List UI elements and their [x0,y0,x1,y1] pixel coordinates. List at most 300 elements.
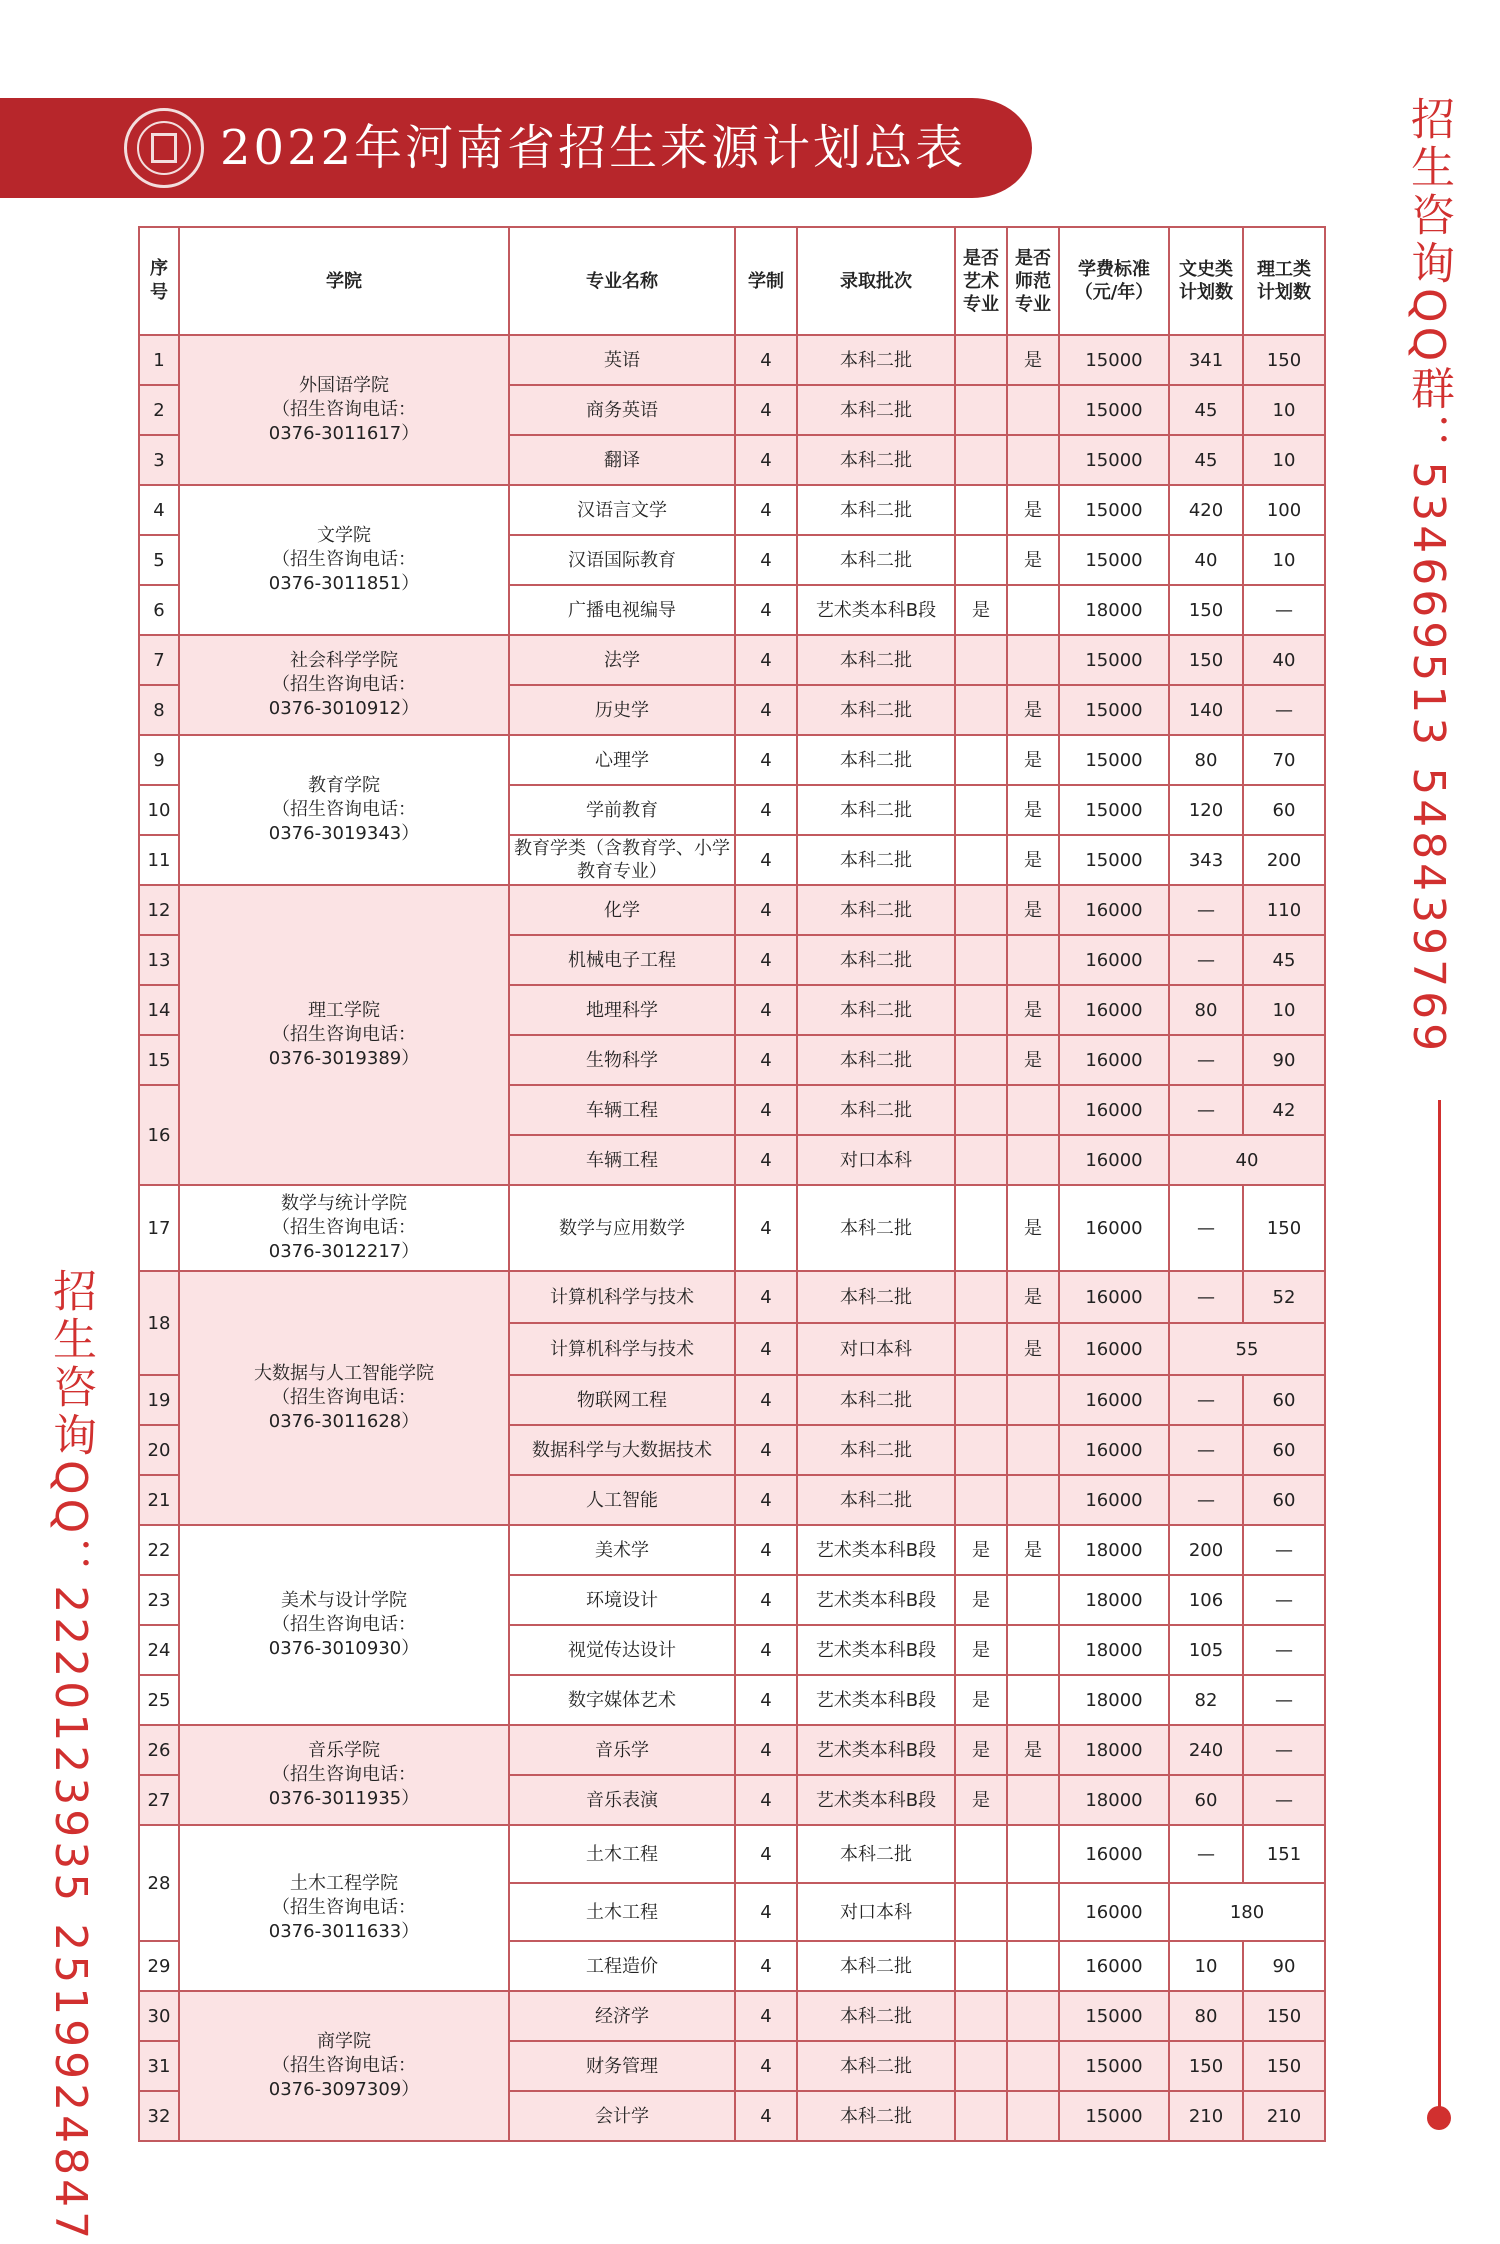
fee-cell: 15000 [1059,635,1169,685]
fee-cell: 18000 [1059,1575,1169,1625]
fee-cell: 16000 [1059,1825,1169,1883]
college-cell: 数学与统计学院 （招生咨询电话： 0376-3012217） [179,1185,509,1271]
fee-cell: 15000 [1059,785,1169,835]
row-number-cell: 3 [139,435,179,485]
years-cell: 4 [735,1085,797,1135]
normal-flag-cell: 是 [1007,535,1059,585]
table-row [139,335,1325,385]
liberal-arts-plan-cell: — [1169,1475,1243,1525]
years-cell: 4 [735,735,797,785]
major-name-cell: 计算机科学与技术 [509,1323,735,1375]
batch-cell: 本科二批 [797,785,955,835]
batch-cell: 艺术类本科B段 [797,1625,955,1675]
major-name-cell: 汉语言文学 [509,485,735,535]
years-cell: 4 [735,935,797,985]
years-cell: 4 [735,1271,797,1323]
row-number-cell: 14 [139,985,179,1035]
liberal-arts-plan-cell: 140 [1169,685,1243,735]
art-flag-cell [955,935,1007,985]
normal-flag-cell [1007,1775,1059,1825]
major-name-cell: 土木工程 [509,1825,735,1883]
major-name-cell: 学前教育 [509,785,735,835]
major-name-cell: 财务管理 [509,2041,735,2091]
art-flag-cell [955,1941,1007,1991]
fee-cell: 16000 [1059,1375,1169,1425]
normal-flag-cell [1007,1625,1059,1675]
batch-cell: 本科二批 [797,2041,955,2091]
science-plan-cell: — [1243,1725,1325,1775]
batch-cell: 本科二批 [797,635,955,685]
science-plan-cell: 60 [1243,1425,1325,1475]
row-number-cell: 1 [139,335,179,385]
art-flag-cell [955,1991,1007,2041]
normal-flag-cell: 是 [1007,335,1059,385]
batch-cell: 本科二批 [797,1941,955,1991]
normal-flag-cell [1007,1941,1059,1991]
major-name-cell: 音乐学 [509,1725,735,1775]
art-flag-cell: 是 [955,1725,1007,1775]
major-name-cell: 环境设计 [509,1575,735,1625]
row-number-cell: 19 [139,1375,179,1425]
fee-cell: 15000 [1059,485,1169,535]
college-cell: 文学院 （招生咨询电话： 0376-3011851） [179,485,509,635]
science-plan-cell: 90 [1243,1941,1325,1991]
normal-flag-cell [1007,1085,1059,1135]
batch-cell: 艺术类本科B段 [797,1725,955,1775]
page-title: 2022年河南省招生来源计划总表 [220,120,967,176]
row-number-cell: 22 [139,1525,179,1575]
science-plan-cell: — [1243,1675,1325,1725]
batch-cell: 本科二批 [797,1475,955,1525]
row-number-cell: 21 [139,1475,179,1525]
normal-flag-cell [1007,935,1059,985]
science-plan-cell: — [1243,585,1325,635]
normal-flag-cell: 是 [1007,885,1059,935]
fee-cell: 15000 [1059,685,1169,735]
normal-flag-cell: 是 [1007,785,1059,835]
combined-plan-cell: 40 [1169,1135,1325,1185]
normal-flag-cell: 是 [1007,985,1059,1035]
fee-cell: 18000 [1059,585,1169,635]
liberal-arts-plan-cell: 150 [1169,2041,1243,2091]
row-number-cell: 4 [139,485,179,535]
college-cell: 商学院 （招生咨询电话： 0376-3097309） [179,1991,509,2141]
combined-plan-cell: 180 [1169,1883,1325,1941]
art-flag-cell [955,635,1007,685]
row-number-cell: 23 [139,1575,179,1625]
major-name-cell: 数据科学与大数据技术 [509,1425,735,1475]
art-flag-cell [955,1425,1007,1475]
liberal-arts-plan-cell: — [1169,885,1243,935]
fee-cell: 15000 [1059,335,1169,385]
fee-cell: 15000 [1059,535,1169,585]
art-flag-cell [955,485,1007,535]
liberal-arts-plan-cell: 150 [1169,585,1243,635]
major-name-cell: 教育学类（含教育学、小学教育专业） [509,835,735,885]
major-name-cell: 法学 [509,635,735,685]
fee-cell: 15000 [1059,835,1169,885]
years-cell: 4 [735,1941,797,1991]
batch-cell: 本科二批 [797,1991,955,2041]
row-number-cell: 12 [139,885,179,935]
years-cell: 4 [735,1675,797,1725]
normal-flag-cell [1007,435,1059,485]
batch-cell: 本科二批 [797,1185,955,1271]
header-college: 学院 [179,227,509,335]
liberal-arts-plan-cell: 10 [1169,1941,1243,1991]
years-cell: 4 [735,835,797,885]
liberal-arts-plan-cell: — [1169,1085,1243,1135]
liberal-arts-plan-cell: 80 [1169,1991,1243,2041]
major-name-cell: 土木工程 [509,1883,735,1941]
liberal-arts-plan-cell: — [1169,1375,1243,1425]
row-number-cell: 7 [139,635,179,685]
batch-cell: 本科二批 [797,1085,955,1135]
table-row [139,735,1325,785]
science-plan-cell: — [1243,1775,1325,1825]
years-cell: 4 [735,1775,797,1825]
years-cell: 4 [735,1425,797,1475]
years-cell: 4 [735,585,797,635]
years-cell: 4 [735,1035,797,1085]
normal-flag-cell [1007,1425,1059,1475]
years-cell: 4 [735,785,797,835]
header-lib: 文史类计划数 [1169,227,1243,335]
batch-cell: 艺术类本科B段 [797,585,955,635]
liberal-arts-plan-cell: 45 [1169,435,1243,485]
art-flag-cell [955,435,1007,485]
art-flag-cell [955,1035,1007,1085]
normal-flag-cell: 是 [1007,1185,1059,1271]
art-flag-cell [955,335,1007,385]
art-flag-cell: 是 [955,1625,1007,1675]
header-no: 序号 [139,227,179,335]
row-number-cell: 5 [139,535,179,585]
art-flag-cell [955,535,1007,585]
batch-cell: 对口本科 [797,1883,955,1941]
science-plan-cell: — [1243,1575,1325,1625]
liberal-arts-plan-cell: — [1169,1425,1243,1475]
science-plan-cell: — [1243,1525,1325,1575]
science-plan-cell: 210 [1243,2091,1325,2141]
liberal-arts-plan-cell: 45 [1169,385,1243,435]
normal-flag-cell: 是 [1007,685,1059,735]
years-cell: 4 [735,985,797,1035]
major-name-cell: 生物科学 [509,1035,735,1085]
art-flag-cell: 是 [955,585,1007,635]
major-name-cell: 经济学 [509,1991,735,2041]
batch-cell: 艺术类本科B段 [797,1575,955,1625]
header-normal: 是否师范专业 [1007,227,1059,335]
years-cell: 4 [735,1883,797,1941]
row-number-cell: 20 [139,1425,179,1475]
row-number-cell: 29 [139,1941,179,1991]
liberal-arts-plan-cell: 200 [1169,1525,1243,1575]
table-row [139,885,1325,935]
table-row [139,1271,1325,1323]
normal-flag-cell [1007,2091,1059,2141]
normal-flag-cell: 是 [1007,1725,1059,1775]
college-cell: 大数据与人工智能学院 （招生咨询电话： 0376-3011628） [179,1271,509,1525]
normal-flag-cell: 是 [1007,835,1059,885]
years-cell: 4 [735,535,797,585]
batch-cell: 本科二批 [797,1035,955,1085]
normal-flag-cell: 是 [1007,1035,1059,1085]
art-flag-cell [955,385,1007,435]
row-number-cell: 30 [139,1991,179,2041]
years-cell: 4 [735,2091,797,2141]
batch-cell: 本科二批 [797,1825,955,1883]
fee-cell: 15000 [1059,435,1169,485]
batch-cell: 本科二批 [797,2091,955,2141]
major-name-cell: 广播电视编导 [509,585,735,635]
batch-cell: 本科二批 [797,485,955,535]
college-cell: 音乐学院 （招生咨询电话： 0376-3011935） [179,1725,509,1825]
art-flag-cell [955,1271,1007,1323]
normal-flag-cell [1007,1675,1059,1725]
college-cell: 外国语学院 （招生咨询电话： 0376-3011617） [179,335,509,485]
years-cell: 4 [735,635,797,685]
batch-cell: 本科二批 [797,385,955,435]
normal-flag-cell: 是 [1007,735,1059,785]
major-name-cell: 计算机科学与技术 [509,1271,735,1323]
row-number-cell: 10 [139,785,179,835]
major-name-cell: 机械电子工程 [509,935,735,985]
table-body [139,335,1325,2141]
college-cell: 社会科学学院 （招生咨询电话： 0376-3010912） [179,635,509,735]
liberal-arts-plan-cell: 105 [1169,1625,1243,1675]
batch-cell: 本科二批 [797,535,955,585]
normal-flag-cell: 是 [1007,1525,1059,1575]
science-plan-cell: 150 [1243,1991,1325,2041]
table-row [139,1725,1325,1775]
fee-cell: 16000 [1059,1085,1169,1135]
header-batch: 录取批次 [797,227,955,335]
liberal-arts-plan-cell: — [1169,1185,1243,1271]
college-cell: 理工学院 （招生咨询电话： 0376-3019389） [179,885,509,1185]
science-plan-cell: — [1243,1625,1325,1675]
major-name-cell: 美术学 [509,1525,735,1575]
row-number-cell: 15 [139,1035,179,1085]
art-flag-cell [955,1185,1007,1271]
science-plan-cell: 45 [1243,935,1325,985]
years-cell: 4 [735,1323,797,1375]
art-flag-cell [955,1135,1007,1185]
row-number-cell: 26 [139,1725,179,1775]
fee-cell: 16000 [1059,1271,1169,1323]
left-qq-notice: 招生咨询QQ：2220123935 2519924847 [45,1268,96,2244]
liberal-arts-plan-cell: 80 [1169,735,1243,785]
batch-cell: 艺术类本科B段 [797,1675,955,1725]
normal-flag-cell [1007,2041,1059,2091]
years-cell: 4 [735,1625,797,1675]
science-plan-cell: 150 [1243,2041,1325,2091]
batch-cell: 本科二批 [797,935,955,985]
years-cell: 4 [735,385,797,435]
major-name-cell: 心理学 [509,735,735,785]
liberal-arts-plan-cell: — [1169,1825,1243,1883]
batch-cell: 对口本科 [797,1323,955,1375]
years-cell: 4 [735,1135,797,1185]
table-row [139,1991,1325,2041]
row-number-cell: 18 [139,1271,179,1375]
liberal-arts-plan-cell: 420 [1169,485,1243,535]
fee-cell: 16000 [1059,1035,1169,1085]
art-flag-cell [955,1825,1007,1883]
liberal-arts-plan-cell: 106 [1169,1575,1243,1625]
normal-flag-cell [1007,1375,1059,1425]
art-flag-cell [955,735,1007,785]
art-flag-cell [955,2091,1007,2141]
row-number-cell: 32 [139,2091,179,2141]
years-cell: 4 [735,1725,797,1775]
batch-cell: 艺术类本科B段 [797,1525,955,1575]
art-flag-cell [955,1375,1007,1425]
fee-cell: 16000 [1059,1185,1169,1271]
fee-cell: 15000 [1059,385,1169,435]
science-plan-cell: 100 [1243,485,1325,535]
header-sci: 理工类计划数 [1243,227,1325,335]
art-flag-cell: 是 [955,1525,1007,1575]
major-name-cell: 化学 [509,885,735,935]
liberal-arts-plan-cell: 343 [1169,835,1243,885]
batch-cell: 本科二批 [797,435,955,485]
major-name-cell: 人工智能 [509,1475,735,1525]
liberal-arts-plan-cell: 210 [1169,2091,1243,2141]
art-flag-cell [955,2041,1007,2091]
science-plan-cell: 150 [1243,335,1325,385]
university-seal-icon [124,108,204,188]
liberal-arts-plan-cell: 80 [1169,985,1243,1035]
row-number-cell: 24 [139,1625,179,1675]
batch-cell: 本科二批 [797,685,955,735]
fee-cell: 16000 [1059,885,1169,935]
row-number-cell: 25 [139,1675,179,1725]
normal-flag-cell: 是 [1007,1271,1059,1323]
fee-cell: 18000 [1059,1775,1169,1825]
batch-cell: 本科二批 [797,735,955,785]
normal-flag-cell [1007,585,1059,635]
header-art: 是否艺术专业 [955,227,1007,335]
fee-cell: 15000 [1059,1991,1169,2041]
art-flag-cell [955,835,1007,885]
batch-cell: 本科二批 [797,1271,955,1323]
header-row [139,227,1325,335]
years-cell: 4 [735,1475,797,1525]
row-number-cell: 8 [139,685,179,735]
major-name-cell: 音乐表演 [509,1775,735,1825]
major-name-cell: 车辆工程 [509,1085,735,1135]
science-plan-cell: 70 [1243,735,1325,785]
science-plan-cell: 150 [1243,1185,1325,1271]
years-cell: 4 [735,685,797,735]
fee-cell: 18000 [1059,1625,1169,1675]
major-name-cell: 数字媒体艺术 [509,1675,735,1725]
science-plan-cell: 10 [1243,435,1325,485]
liberal-arts-plan-cell: 82 [1169,1675,1243,1725]
major-name-cell: 视觉传达设计 [509,1625,735,1675]
fee-cell: 16000 [1059,1323,1169,1375]
science-plan-cell: 60 [1243,1475,1325,1525]
row-number-cell: 31 [139,2041,179,2091]
fee-cell: 15000 [1059,2041,1169,2091]
major-name-cell: 车辆工程 [509,1135,735,1185]
years-cell: 4 [735,1825,797,1883]
years-cell: 4 [735,1185,797,1271]
major-name-cell: 历史学 [509,685,735,735]
liberal-arts-plan-cell: 341 [1169,335,1243,385]
normal-flag-cell [1007,635,1059,685]
science-plan-cell: 151 [1243,1825,1325,1883]
fee-cell: 18000 [1059,1675,1169,1725]
major-name-cell: 商务英语 [509,385,735,435]
years-cell: 4 [735,885,797,935]
major-name-cell: 数学与应用数学 [509,1185,735,1271]
years-cell: 4 [735,1525,797,1575]
fee-cell: 16000 [1059,1425,1169,1475]
batch-cell: 本科二批 [797,835,955,885]
college-cell: 美术与设计学院 （招生咨询电话： 0376-3010930） [179,1525,509,1725]
right-sidebar-line [1438,1100,1441,2112]
row-number-cell: 16 [139,1085,179,1185]
row-number-cell: 17 [139,1185,179,1271]
batch-cell: 对口本科 [797,1135,955,1185]
normal-flag-cell [1007,1575,1059,1625]
right-sidebar-dot [1427,2106,1451,2130]
liberal-arts-plan-cell: 120 [1169,785,1243,835]
row-number-cell: 9 [139,735,179,785]
row-number-cell: 6 [139,585,179,635]
combined-plan-cell: 55 [1169,1323,1325,1375]
normal-flag-cell: 是 [1007,485,1059,535]
table-row [139,485,1325,535]
batch-cell: 艺术类本科B段 [797,1775,955,1825]
normal-flag-cell: 是 [1007,1323,1059,1375]
row-number-cell: 28 [139,1825,179,1941]
right-qq-group-notice: 招生咨询QQ群：534669513 548439769 [1403,96,1454,1056]
header-fee: 学费标准（元/年） [1059,227,1169,335]
fee-cell: 16000 [1059,985,1169,1035]
science-plan-cell: 60 [1243,785,1325,835]
years-cell: 4 [735,1375,797,1425]
fee-cell: 18000 [1059,1525,1169,1575]
major-name-cell: 工程造价 [509,1941,735,1991]
table-row [139,1825,1325,1883]
row-number-cell: 27 [139,1775,179,1825]
fee-cell: 16000 [1059,1941,1169,1991]
major-name-cell: 会计学 [509,2091,735,2141]
liberal-arts-plan-cell: 150 [1169,635,1243,685]
years-cell: 4 [735,435,797,485]
science-plan-cell: 200 [1243,835,1325,885]
art-flag-cell [955,1085,1007,1135]
art-flag-cell [955,1883,1007,1941]
science-plan-cell: 110 [1243,885,1325,935]
header-major: 专业名称 [509,227,735,335]
college-cell: 土木工程学院 （招生咨询电话： 0376-3011633） [179,1825,509,1991]
major-name-cell: 地理科学 [509,985,735,1035]
row-number-cell: 2 [139,385,179,435]
normal-flag-cell [1007,1825,1059,1883]
science-plan-cell: 10 [1243,985,1325,1035]
header-years: 学制 [735,227,797,335]
liberal-arts-plan-cell: 240 [1169,1725,1243,1775]
science-plan-cell: 60 [1243,1375,1325,1425]
batch-cell: 本科二批 [797,885,955,935]
fee-cell: 16000 [1059,935,1169,985]
art-flag-cell [955,985,1007,1035]
batch-cell: 本科二批 [797,335,955,385]
